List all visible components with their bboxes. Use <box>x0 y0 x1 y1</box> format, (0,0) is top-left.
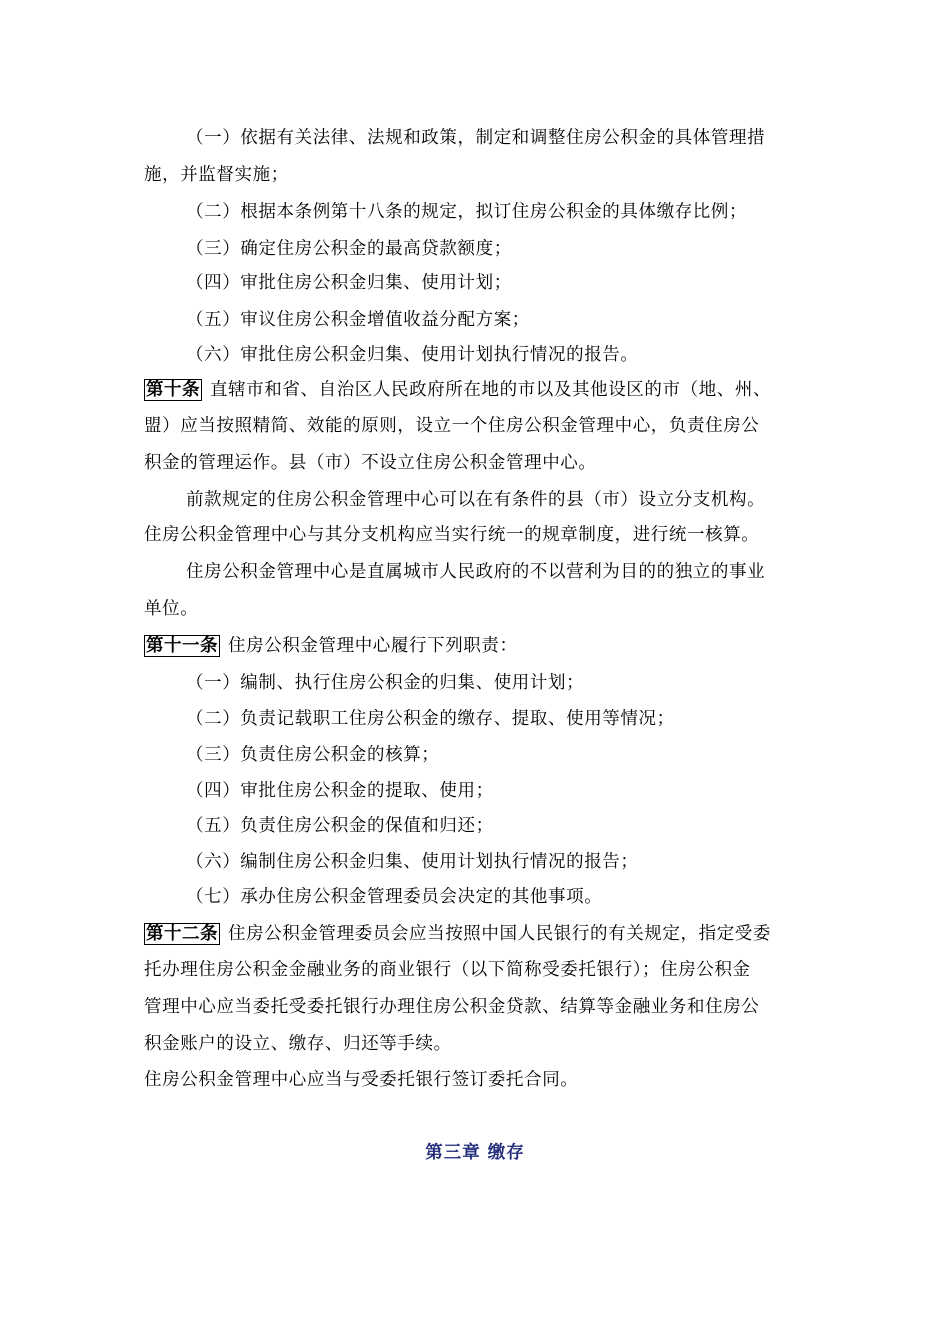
article-11-number: 第十一条 <box>146 636 218 656</box>
article-12-line-2: 托办理住房公积金金融业务的商业银行（以下简称受委托银行）；住房公积金 <box>144 960 751 980</box>
list1-item-2: （二）根据本条例第十八条的规定，拟订住房公积金的具体缴存比例； <box>186 202 748 222</box>
article-11-item-5: （五）负责住房公积金的保值和归还； <box>186 816 494 836</box>
article-10-first-line <box>144 378 814 402</box>
list1-item-1: （一）依据有关法律、法规和政策，制定和调整住房公积金的具体管理措 <box>186 128 766 148</box>
article-12-text: 住房公积金管理委员会应当按照中国人民银行的有关规定，指定受委 <box>228 924 771 944</box>
article-11-item-6: （六）编制住房公积金归集、使用计划执行情况的报告； <box>186 852 639 872</box>
chapter-heading: 第三章 缴存 <box>425 1143 525 1163</box>
article-10-para3-line-2: 单位。 <box>144 599 199 619</box>
list1-item-4: （四）审批住房公积金归集、使用计划； <box>186 273 512 293</box>
article-11-intro: 住房公积金管理中心履行下列职责： <box>228 636 518 656</box>
article-10-para3-line-1: 住房公积金管理中心是直属城市人民政府的不以营利为目的的独立的事业 <box>186 562 766 582</box>
article-10-line-2: 盟）应当按照精简、效能的原则，设立一个住房公积金管理中心，负责住房公 <box>144 416 760 436</box>
article-10-number: 第十条 <box>146 380 200 400</box>
article-11-item-7: （七）承办住房公积金管理委员会决定的其他事项。 <box>186 887 603 907</box>
article-10-line-3: 积金的管理运作。县（市）不设立住房公积金管理中心。 <box>144 453 597 473</box>
article-11-first-line <box>144 634 814 658</box>
list1-item-3: （三）确定住房公积金的最高贷款额度； <box>186 239 512 259</box>
article-12-para2: 住房公积金管理中心应当与受委托银行签订委托合同。 <box>144 1070 579 1090</box>
article-10-para2-line-2: 住房公积金管理中心与其分支机构应当实行统一的规章制度，进行统一核算。 <box>144 525 760 545</box>
list1-item-6: （六）审批住房公积金归集、使用计划执行情况的报告。 <box>186 345 639 365</box>
article-12-line-3: 管理中心应当委托受委托银行办理住房公积金贷款、结算等金融业务和住房公 <box>144 997 760 1017</box>
list1-item-1-cont: 施，并监督实施； <box>144 165 289 185</box>
article-12-first-line <box>144 922 814 946</box>
article-11-item-4: （四）审批住房公积金的提取、使用； <box>186 781 494 801</box>
article-11-item-2: （二）负责记载职工住房公积金的缴存、提取、使用等情况； <box>186 709 675 729</box>
article-10-para2-line-1: 前款规定的住房公积金管理中心可以在有条件的县（市）设立分支机构。 <box>186 490 766 510</box>
article-12-number: 第十二条 <box>146 924 218 944</box>
article-11-item-1: （一）编制、执行住房公积金的归集、使用计划； <box>186 673 585 693</box>
article-11-item-3: （三）负责住房公积金的核算； <box>186 745 440 765</box>
article-12-line-4: 积金账户的设立、缴存、归还等手续。 <box>144 1034 452 1054</box>
list1-item-5: （五）审议住房公积金增值收益分配方案； <box>186 310 530 330</box>
article-10-text: 直辖市和省、自治区人民政府所在地的市以及其他设区的市（地、州、 <box>210 380 772 400</box>
